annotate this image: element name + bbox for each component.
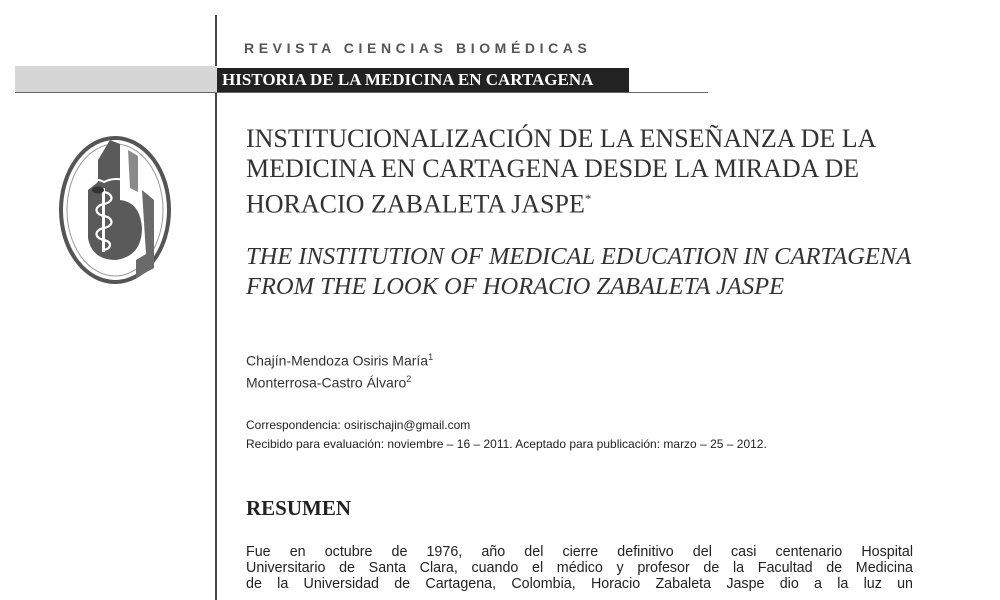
abstract-line: Fue en octubre de 1976, año del cierre definitivo del casi centenario Hospital xyxy=(246,544,913,560)
author-name: Monterrosa-Castro Álvaro xyxy=(246,374,407,391)
received-dates: Recibido para evaluación: noviembre – 16 – 2011. Aceptado para publicación: marzo – 25 – 2012. xyxy=(246,437,767,451)
abstract-line: de la Universidad de Cartagena, Colombia, Horacio Zabaleta Jaspe dio a la luz un xyxy=(246,576,913,592)
header-rule xyxy=(15,92,708,93)
journal-name: REVISTA CIENCIAS BIOMÉDICAS xyxy=(244,40,592,56)
correspondence: Correspondencia: osirischajin@gmail.com xyxy=(246,418,471,432)
author-2 xyxy=(246,374,411,391)
abstract-body xyxy=(246,544,913,592)
article-title-english: THE INSTITUTION OF MEDICAL EDUCATION IN CARTAGENA FROM THE LOOK OF HORACIO ZABALETA JASPE xyxy=(246,243,912,300)
article-title-spanish xyxy=(246,124,966,220)
title-footnote-mark: * xyxy=(584,191,592,206)
abstract-line: Universitario de Santa Clara, cuando el médico y profesor de la Facultad de Medicina xyxy=(246,560,913,576)
author-mark: 1 xyxy=(428,352,434,362)
article-title-spanish-text: INSTITUCIONALIZACIÓN DE LA ENSEÑANZA DE LA MEDICINA EN CARTAGENA DESDE LA MIRADA DE HORACIO ZABALETA JASPE xyxy=(246,124,877,219)
author-mark: 2 xyxy=(406,374,412,384)
abstract-heading: RESUMEN xyxy=(246,496,352,520)
author-1 xyxy=(246,352,433,369)
section-label: HISTORIA DE LA MEDICINA EN CARTAGENA xyxy=(217,68,629,92)
vertical-rule xyxy=(215,15,217,600)
journal-logo-icon xyxy=(58,130,173,285)
author-name: Chajín-Mendoza Osiris María xyxy=(246,352,429,369)
header-band xyxy=(15,66,217,92)
